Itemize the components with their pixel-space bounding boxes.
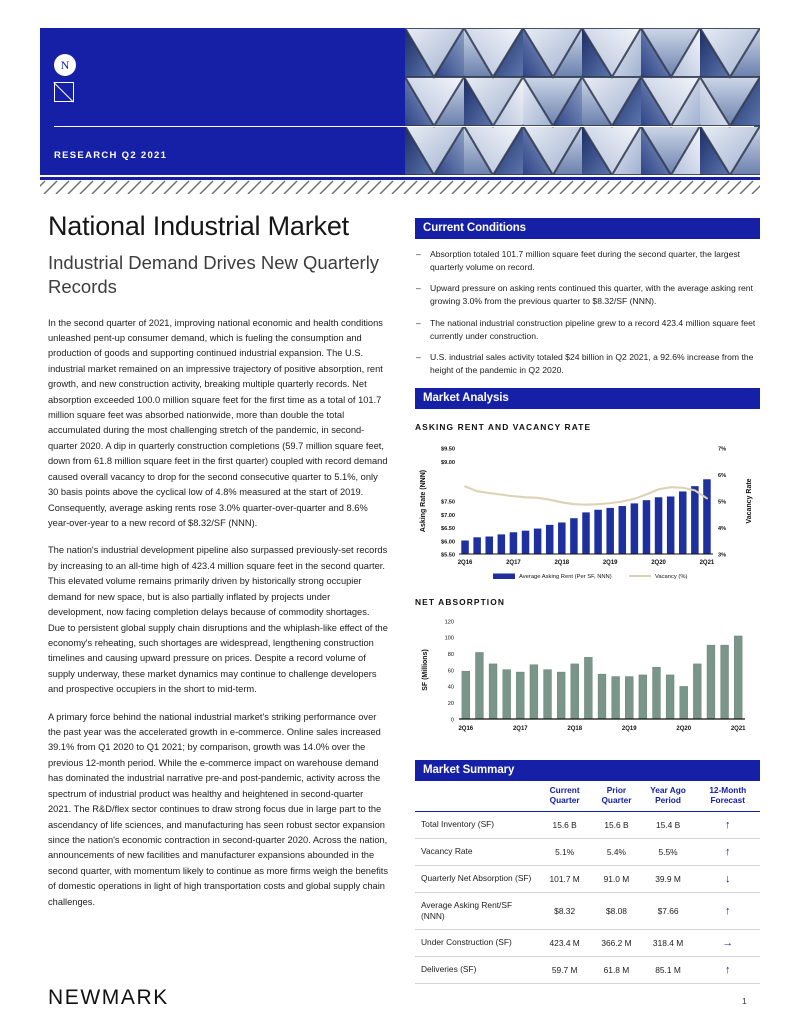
svg-text:2Q17: 2Q17	[506, 559, 521, 566]
header-facade-image	[405, 28, 760, 175]
cell-forecast-arrow: →	[696, 929, 761, 956]
cell-forecast-arrow: ↑	[696, 956, 761, 983]
svg-text:20: 20	[447, 700, 454, 707]
svg-text:0: 0	[450, 717, 454, 724]
table-body	[415, 811, 760, 983]
table-row	[415, 892, 760, 929]
cell-current-quarter: 5.1%	[537, 838, 592, 865]
row-label: Under Construction (SF)	[415, 929, 537, 956]
cell-current-quarter: 15.6 B	[537, 811, 592, 838]
svg-text:$6.00: $6.00	[441, 539, 455, 546]
cell-current-quarter: 423.4 M	[537, 929, 592, 956]
cell-prior-quarter: 5.4%	[592, 838, 640, 865]
market-summary-table	[415, 781, 760, 984]
sidebar-column	[415, 218, 760, 984]
market-summary-section	[415, 760, 760, 984]
svg-text:2Q18: 2Q18	[554, 559, 570, 566]
header-divider	[54, 126, 754, 127]
svg-text:40: 40	[447, 684, 454, 691]
svg-text:80: 80	[447, 651, 454, 658]
chart-title-net-absorption: NET ABSORPTION	[415, 596, 506, 607]
newmark-logo-mark	[54, 54, 88, 108]
cell-year-ago-period: 39.9 M	[641, 865, 696, 892]
row-label: Average Asking Rent/SF (NNN)	[415, 892, 537, 929]
list-item	[415, 317, 760, 342]
page-subtitle: Industrial Demand Drives New Quarterly Records	[48, 252, 380, 297]
col-header-blank	[415, 781, 537, 811]
table-row	[415, 865, 760, 892]
svg-text:4%: 4%	[718, 525, 727, 532]
table-row	[415, 956, 760, 983]
logo-circle-n: N	[54, 54, 76, 76]
svg-text:3%: 3%	[718, 552, 727, 559]
list-item-text: Absorption totaled 101.7 million square feet during the second quarter, the largest quarterly volume on record.	[430, 249, 741, 272]
cell-current-quarter: 59.7 M	[537, 956, 592, 983]
cell-forecast-arrow: ↑	[696, 892, 761, 929]
svg-text:2Q16: 2Q16	[458, 725, 474, 732]
list-item-text: The national industrial construction pipeline grew to a record 423.4 million square feet currently under construction.	[430, 317, 756, 341]
market-analysis-heading: Market Analysis	[415, 388, 760, 409]
page-title: National Industrial Market	[48, 211, 349, 241]
svg-text:100: 100	[444, 635, 454, 642]
svg-text:$9.00: $9.00	[441, 459, 455, 466]
svg-text:$7.00: $7.00	[441, 512, 455, 519]
footer-newmark-logo: NEWMARK	[48, 986, 169, 1009]
svg-text:2Q20: 2Q20	[651, 559, 666, 566]
svg-text:2Q18: 2Q18	[567, 725, 583, 732]
bullet-dash-icon: –	[416, 283, 421, 294]
current-conditions-heading: Current Conditions	[415, 218, 760, 239]
svg-text:2Q17: 2Q17	[512, 725, 528, 732]
row-label: Total Inventory (SF)	[415, 811, 537, 838]
bullet-dash-icon: –	[416, 317, 421, 328]
table-row	[415, 929, 760, 956]
list-item-text: Upward pressure on asking rents continued this quarter, with the average asking rent growing 3.0% from the previous quarter to $8.32/SF (NNN).	[430, 283, 753, 307]
col-header-prior-quarter: Prior Quarter	[601, 784, 632, 805]
svg-text:$6.50: $6.50	[441, 525, 455, 532]
page-number: 1	[742, 996, 747, 1006]
current-conditions-list	[415, 248, 760, 377]
logo-square-icon	[54, 82, 74, 102]
svg-text:2Q19: 2Q19	[621, 725, 637, 732]
col-header-12-month-forecast: 12-Month Forecast	[709, 784, 747, 805]
bullet-dash-icon: –	[416, 352, 421, 363]
svg-text:2Q20: 2Q20	[676, 725, 692, 732]
cell-prior-quarter: 91.0 M	[592, 865, 640, 892]
chart-net-absorption	[415, 611, 760, 751]
research-label: RESEARCH Q2 2021	[54, 150, 168, 161]
table-head	[415, 781, 760, 811]
svg-text:2Q19: 2Q19	[602, 559, 618, 566]
list-item-text: U.S. industrial sales activity totaled $24 billion in Q2 2021, a 92.6% increase from the height of the pandemic in Q2 2020.	[430, 352, 754, 376]
svg-text:$9.50: $9.50	[441, 446, 455, 453]
svg-text:Vacancy (%): Vacancy (%)	[655, 573, 688, 580]
list-item	[415, 282, 760, 307]
article-column	[48, 212, 388, 922]
svg-text:2Q21: 2Q21	[699, 559, 715, 566]
cell-prior-quarter: 366.2 M	[592, 929, 640, 956]
list-item	[415, 248, 760, 273]
row-label: Quarterly Net Absorption (SF)	[415, 865, 537, 892]
svg-text:2Q21: 2Q21	[730, 725, 746, 732]
cell-prior-quarter: 15.6 B	[592, 811, 640, 838]
table-row	[415, 811, 760, 838]
svg-text:Vacancy Rate: Vacancy Rate	[746, 478, 753, 524]
svg-text:$5.50: $5.50	[441, 552, 455, 559]
cell-forecast-arrow: ↓	[696, 865, 761, 892]
cell-current-quarter: $8.32	[537, 892, 592, 929]
svg-text:6%: 6%	[718, 472, 727, 479]
list-item	[415, 351, 760, 376]
cell-forecast-arrow: ↑	[696, 811, 761, 838]
svg-text:SF (Millions): SF (Millions)	[422, 648, 429, 691]
bullet-dash-icon: –	[416, 249, 421, 259]
cell-year-ago-period: 15.4 B	[641, 811, 696, 838]
cell-year-ago-period: 318.4 M	[641, 929, 696, 956]
body-paragraph: A primary force behind the national industrial market's striking performance over the past year was the accelerated growth in e-commerce. Online sales increased 39.1% from Q1 2020 to Q1 2021; by comparison, growth was 14.0% over the previous 12-month period. While the e-commerce impact on warehouse demand has dominated the industrial narrative pre-and post-pandemic, activity across the spectrum of industrial product was healthy and heightened in second-quarter 2021. The R&D/flex sector continues to draw strong focus due in large part to the ascendancy of life sciences, and manufacturing has seen robust sector expansion since the nation's economic contraction in second-quarter 2020. Across the nation, announcements of new facilities and manufacturer expansions abounded in the second quarter, with momentum likely to continue as more firms weigh the benefits of domestic operations in light of high transportation costs and global supply chain challenges.	[48, 711, 389, 907]
cell-prior-quarter: 61.8 M	[592, 956, 640, 983]
col-header-year-ago-period: Year Ago Period	[650, 784, 686, 805]
market-summary-heading: Market Summary	[415, 760, 760, 781]
svg-text:Asking Rate (NNN): Asking Rate (NNN)	[420, 469, 427, 532]
cell-current-quarter: 101.7 M	[537, 865, 592, 892]
chart-title-asking-rent: ASKING RENT AND VACANCY RATE	[415, 421, 592, 432]
chart-asking-rent-vacancy	[415, 436, 760, 584]
hatch-strip	[40, 177, 760, 194]
svg-text:5%: 5%	[718, 499, 727, 506]
body-paragraph: The nation's industrial development pipeline also surpassed previously-set records by increasing to an all-time high of 423.4 million square feet in the second quarter. This elevated volume remains primarily driven by historically strong occupier demand for new space, but is also partially inflated by projects under development, now facing completion delays because of commodity shortages. Due to persistent global supply chain disruptions and the whiplash-like effect of the economy's reheating, such shortages are widespread, lengthening construction timelines and causing upward pressure on prices. Despite a record volume of supply underway, these market dynamics may continue to challenge developers and prospective occupiers in the short to mid-term.	[48, 545, 388, 695]
row-label: Vacancy Rate	[415, 838, 537, 865]
cell-year-ago-period: 85.1 M	[641, 956, 696, 983]
col-header-current-quarter: Current Quarter	[549, 784, 580, 805]
svg-text:2Q16: 2Q16	[457, 559, 473, 566]
body-paragraph: In the second quarter of 2021, improving national economic and health conditions unleashed pent-up consumer demand, which is fueling the consumption and production of goods and supporting continued industrial expansion. The U.S. industrial market remained on an impressive trajectory of positive absorption, rent growth, and new construction activity, breaking multiple quarterly records. Net absorption exceeded 100.0 million square feet for the first time as a total of 101.7 million square feet was absorbed nationwide, more than double the total accumulated during the most challenging stretch of the pandemic, in second-quarter 2020. A dip in quarterly construction completions (59.7 million square feet, down from 61.8 million square feet in the first quarter) coupled with record demand caused overall vacancy to drop for the second consecutive quarter to 5.1%, only 30 basis points above the cyclical low of 4.8% measured at the start of 2019. Consequently, average asking rents rose 3.0% quarter-over-quarter and 8.6% year-over-year to a new record of $8.32/SF (NNN).	[48, 317, 388, 528]
cell-forecast-arrow: ↑	[696, 838, 761, 865]
svg-text:$7.50: $7.50	[441, 499, 455, 506]
cell-year-ago-period: $7.66	[641, 892, 696, 929]
row-label: Deliveries (SF)	[415, 956, 537, 983]
page-header	[40, 28, 760, 175]
cell-prior-quarter: $8.08	[592, 892, 640, 929]
cell-year-ago-period: 5.5%	[641, 838, 696, 865]
table-row	[415, 838, 760, 865]
svg-text:7%: 7%	[718, 446, 727, 453]
table-header-row	[415, 781, 760, 811]
svg-text:60: 60	[447, 668, 454, 675]
svg-text:Average Asking Rent (Per SF, N: Average Asking Rent (Per SF, NNN)	[519, 573, 612, 580]
svg-text:120: 120	[444, 619, 454, 626]
